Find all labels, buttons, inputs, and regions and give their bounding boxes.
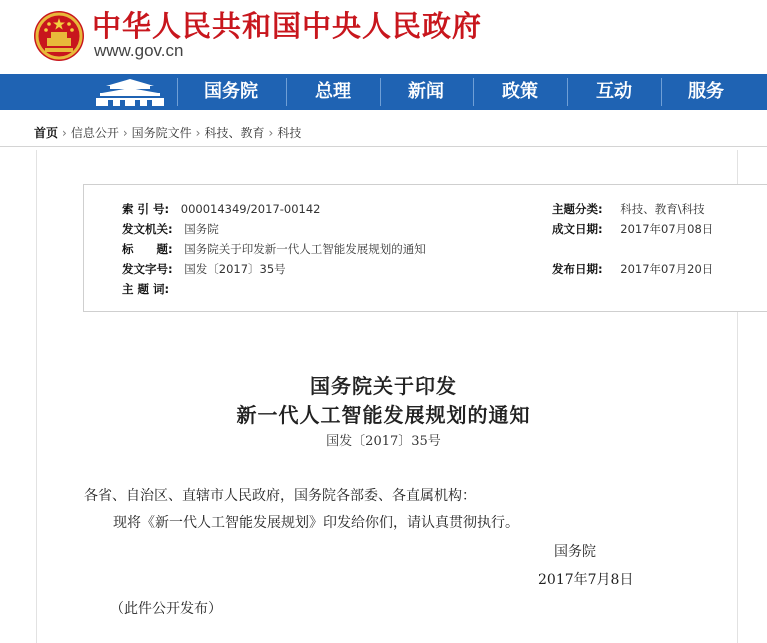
- info-published-value: 2017年07月20日: [620, 262, 714, 276]
- info-topic-value: 科技、教育\科技: [620, 202, 705, 216]
- document-title-line2: 新一代人工智能发展规划的通知: [236, 403, 531, 427]
- info-title: [122, 241, 426, 257]
- info-issuer-value: 国务院: [184, 222, 219, 236]
- main-nav: [0, 74, 767, 110]
- site-header: [0, 0, 767, 72]
- document-note: （此件公开发布）: [110, 601, 222, 617]
- site-title[interactable]: 中华人民共和国中央人民政府: [92, 9, 483, 43]
- nav-item-interaction[interactable]: 互动: [596, 81, 632, 102]
- breadcrumb-separator: ›: [62, 126, 67, 140]
- document-recipients: 各省、自治区、直辖市人民政府，国务院各部委、各直属机构：: [84, 488, 476, 504]
- breadcrumb-separator: ›: [268, 126, 274, 140]
- info-created: [552, 221, 713, 237]
- breadcrumb-separator: ›: [195, 126, 201, 140]
- info-index-label: 索 引 号:: [122, 202, 170, 216]
- breadcrumb-item-sci[interactable]: 科技: [277, 126, 302, 140]
- info-index-value: 000014349/2017-00142: [180, 202, 321, 216]
- info-title-value: 国务院关于印发新一代人工智能发展规划的通知: [184, 242, 426, 256]
- nav-item-premier[interactable]: 总理: [315, 81, 351, 102]
- info-published: [552, 261, 713, 277]
- info-issuer-label: 发文机关:: [122, 222, 173, 236]
- info-created-label: 成文日期:: [552, 222, 603, 236]
- info-keywords-label: 主 题 词:: [122, 282, 170, 296]
- breadcrumb-item-info[interactable]: 信息公开: [70, 126, 119, 140]
- info-topic: [552, 201, 705, 217]
- info-keywords: [122, 281, 177, 297]
- breadcrumb-separator: ›: [122, 126, 128, 140]
- nav-item-state-council[interactable]: 国务院: [204, 81, 258, 102]
- info-created-value: 2017年07月08日: [620, 222, 714, 236]
- info-docno-label: 发文字号:: [122, 262, 173, 276]
- tiananmen-logo-icon[interactable]: [88, 76, 172, 108]
- info-issuer: [122, 221, 219, 237]
- nav-item-news[interactable]: 新闻: [408, 81, 444, 102]
- breadcrumb-item-docs[interactable]: 国务院文件: [131, 126, 192, 140]
- info-published-label: 发布日期:: [552, 262, 603, 276]
- info-topic-label: 主题分类:: [552, 202, 603, 216]
- info-docno-value: 国发〔2017〕35号: [184, 262, 286, 276]
- document-info-box: [83, 184, 767, 312]
- breadcrumb-item-sci-edu[interactable]: 科技、教育: [204, 126, 265, 140]
- document-number: 国发〔2017〕35号: [326, 434, 441, 449]
- nav-item-policy[interactable]: 政策: [502, 81, 538, 102]
- site-url[interactable]: www.gov.cn: [94, 41, 184, 60]
- document-body: 现将《新一代人工智能发展规划》印发给你们，请认真贯彻执行。: [113, 515, 519, 531]
- info-title-label: 标 题:: [122, 242, 173, 256]
- document-date: 2017年7月8日: [538, 572, 634, 588]
- breadcrumb-home[interactable]: 首页: [34, 126, 59, 140]
- document-title-line1: 国务院关于印发: [310, 374, 457, 398]
- nav-item-services[interactable]: 服务: [688, 81, 724, 102]
- national-emblem-icon[interactable]: [33, 10, 85, 62]
- divider: [0, 146, 767, 147]
- breadcrumb: [34, 124, 301, 141]
- document-signature: 国务院: [554, 544, 596, 560]
- info-index: [122, 201, 321, 217]
- info-docno: [122, 261, 286, 277]
